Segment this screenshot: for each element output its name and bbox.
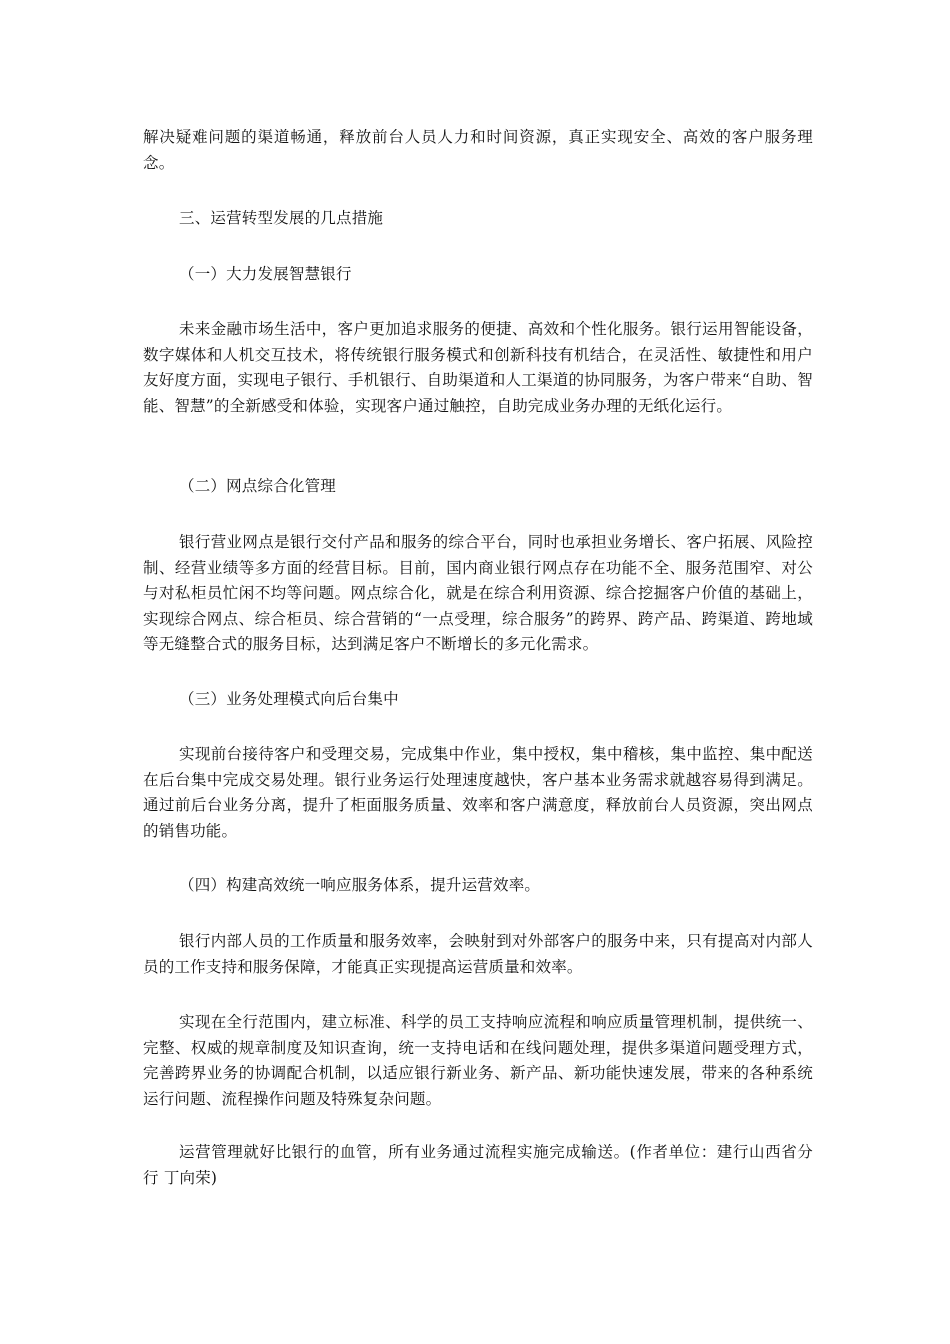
subsection-1-title: （一）大力发展智慧银行 [179, 265, 352, 283]
subsection-3-paragraph: 实现前台接待客户和受理交易，完成集中作业，集中授权，集中稽核，集中监控、集中配送在后台集中完成交易处理。银行业务运行处理速度越快，客户基本业务需求就越容易得到满足。通过前后台业务分离，提升了柜面服务质量、效率和客户满意度，释放前台人员资源，突出网点的销售功能。 [143, 745, 813, 840]
subsection-2-title: （二）网点综合化管理 [179, 477, 337, 495]
subsection-4-paragraph-1: 银行内部人员的工作质量和服务效率，会映射到对外部客户的服务中来，只有提高对内部人员的工作支持和服务保障，才能真正实现提高运营质量和效率。 [143, 932, 813, 976]
closing-paragraph: 运营管理就好比银行的血管，所有业务通过流程实施完成输送。(作者单位：建行山西省分行 丁向荣) [143, 1143, 813, 1187]
subsection-3-title: （三）业务处理模式向后台集中 [179, 690, 399, 708]
subsection-4-title: （四）构建高效统一响应服务体系，提升运营效率。 [179, 876, 541, 894]
subsection-4-paragraph-2: 实现在全行范围内，建立标准、科学的员工支持响应流程和响应质量管理机制，提供统一、完整、权威的规章制度及知识查询，统一支持电话和在线问题处理，提供多渠道问题受理方式，完善跨界业务的协调配合机制，以适应银行新业务、新产品、新功能快速发展，带来的各种系统运行问题、流程操作问题及特殊复杂问题。 [143, 1013, 813, 1108]
intro-continuation-paragraph: 解决疑难问题的渠道畅通，释放前台人员人力和时间资源，真正实现安全、高效的客户服务理念。 [143, 128, 813, 172]
section-title: 三、运营转型发展的几点措施 [179, 209, 384, 227]
subsection-2-paragraph: 银行营业网点是银行交付产品和服务的综合平台，同时也承担业务增长、客户拓展、风险控制、经营业绩等多方面的经营目标。目前，国内商业银行网点存在功能不全、服务范围窄、对公与对私柜员忙闲不均等问题。网点综合化，就是在综合利用资源、综合挖掘客户价值的基础上，实现综合网点、综合柜员、综合营销的“一点受理，综合服务”的跨界、跨产品、跨渠道、跨地域等无缝整合式的服务目标，达到满足客户不断增长的多元化需求。 [143, 533, 813, 653]
subsection-1-paragraph: 未来金融市场生活中，客户更加追求服务的便捷、高效和个性化服务。银行运用智能设备，数字媒体和人机交互技术，将传统银行服务模式和创新科技有机结合，在灵活性、敏捷性和用户友好度方面，实现电子银行、手机银行、自助渠道和人工渠道的协同服务，为客户带来“自助、智能、智慧”的全新感受和体验，实现客户通过触控，自助完成业务办理的无纸化运行。 [143, 320, 813, 415]
